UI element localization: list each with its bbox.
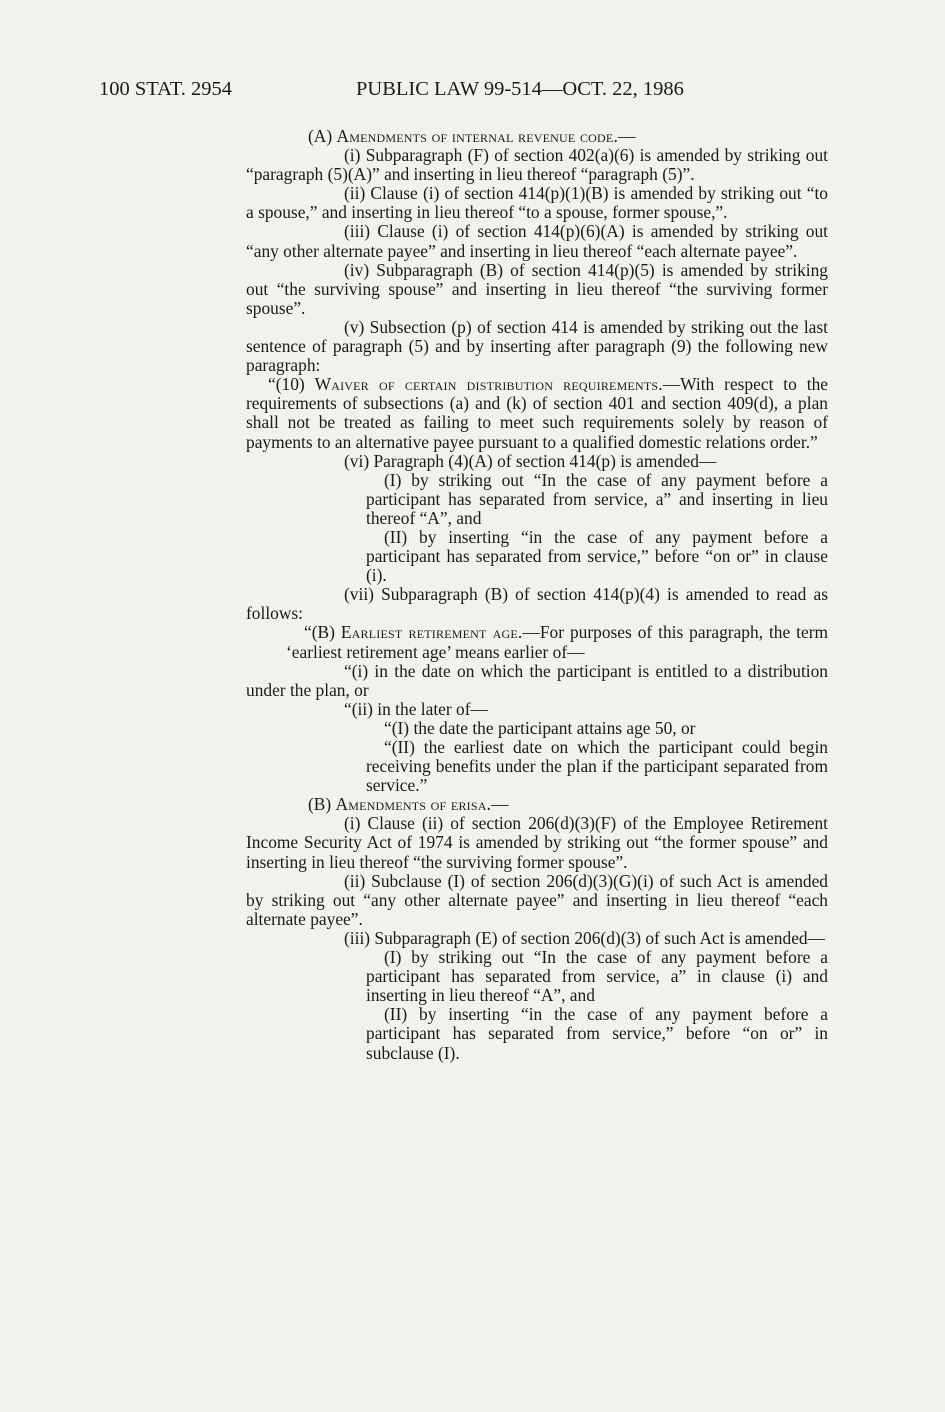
- stat-reference: 100 STAT. 2954: [99, 78, 232, 100]
- clause-a-vii: (vii) Subparagraph (B) of section 414(p)(4) is amended to read as follows:: [246, 584, 828, 624]
- subclause-a-vi-II: (II) by inserting “in the case of any payment before a participant has separated from service,” before “on or” in clause (i).: [366, 526, 828, 586]
- clause-b-i: (i) Clause (ii) of section 206(d)(3)(F) of the Employee Retirement Income Security Act of 1974 is amended by striking out “the former spouse” and inserting in lieu thereof “the surviving former spouse”.: [246, 813, 828, 872]
- clause-a-iii: (iii) Clause (i) of section 414(p)(6)(A) is amended by striking out “any other alternate payee” and inserting in lieu thereof “each alternate payee”.: [246, 221, 828, 261]
- clause-a-i: (i) Subparagraph (F) of section 402(a)(6) is amended by striking out “paragraph (5)(A)” and inserting in lieu thereof “paragraph (5)”.: [246, 145, 828, 185]
- heading-a-title: Amendments of internal revenue code.: [336, 126, 618, 146]
- inserted-subparagraph-b-heading: Earliest retirement age.: [340, 622, 523, 643]
- inserted-subparagraph-b: “(B) Earliest retirement age.—For purposes of this paragraph, the term ‘earliest retirement age’ means earlier of—: [286, 622, 829, 662]
- page-header: [0, 78, 945, 108]
- subclause-b-iii-I: (I) by striking out “In the case of any payment before a participant has separated from service, a” in clause (i) and inserting in lieu thereof “A”, and: [366, 947, 828, 1006]
- clause-b-ii: (ii) Subclause (I) of section 206(d)(3)(G)(i) of such Act is amended by striking out “any other alternate payee” and inserting in lieu thereof “each alternate payee”.: [246, 870, 828, 929]
- heading-b-title: Amendments of erisa.: [335, 794, 492, 815]
- paragraph-10-heading: Waiver of certain distribution requirements.: [314, 374, 663, 395]
- inserted-clause-ii: “(ii) in the later of—: [344, 698, 488, 719]
- inserted-clause-i: “(i) in the date on which the participant is entitled to a distribution under the plan, or: [246, 660, 828, 700]
- clause-a-vi: (vi) Paragraph (4)(A) of section 414(p) is amended—: [344, 450, 717, 471]
- statute-text: [246, 127, 828, 1063]
- heading-b: (B) Amendments of erisa.—: [308, 794, 509, 815]
- subclause-a-vi-I: (I) by striking out “In the case of any payment before a participant has separated from service, a” and inserting in lieu thereof “A”, and: [366, 469, 828, 528]
- clause-a-ii: (ii) Clause (i) of section 414(p)(1)(B) is amended by striking out “to a spouse,” and inserting in lieu thereof “to a spouse, former spouse,”.: [246, 183, 828, 223]
- clause-a-iv: (iv) Subparagraph (B) of section 414(p)(5) is amended by striking out “the surviving spouse” and inserting in lieu thereof “the surviving former spouse”.: [246, 259, 828, 318]
- clause-b-iii: (iii) Subparagraph (E) of section 206(d)(3) of such Act is amended—: [344, 927, 826, 948]
- inserted-subclause-II: “(II) the earliest date on which the participant could begin receiving benefits under the plan if the participant separated from service.”: [366, 737, 828, 796]
- clause-a-v: (v) Subsection (p) of section 414 is amended by striking out the last sentence of paragraph (5) and by inserting after paragraph (9) the following new paragraph:: [246, 316, 828, 376]
- heading-a: (A) Amendments of internal revenue code.—: [308, 126, 636, 146]
- inserted-paragraph-10: “(10) Waiver of certain distribution requirements.—With respect to the requirements of subsections (a) and (k) of section 401 and section 409(d), a plan shall not be treated as failing to meet such requirements solely by reason of payments to an alternative payee pursuant to a qualified domestic relations order.”: [246, 374, 828, 452]
- law-title: PUBLIC LAW 99-514—OCT. 22, 1986: [356, 78, 684, 100]
- inserted-subclause-I: “(I) the date the participant attains age 50, or: [384, 717, 696, 738]
- subclause-b-iii-II: (II) by inserting “in the case of any payment before a participant has separated from service,” before “on or” in subclause (I).: [366, 1004, 828, 1063]
